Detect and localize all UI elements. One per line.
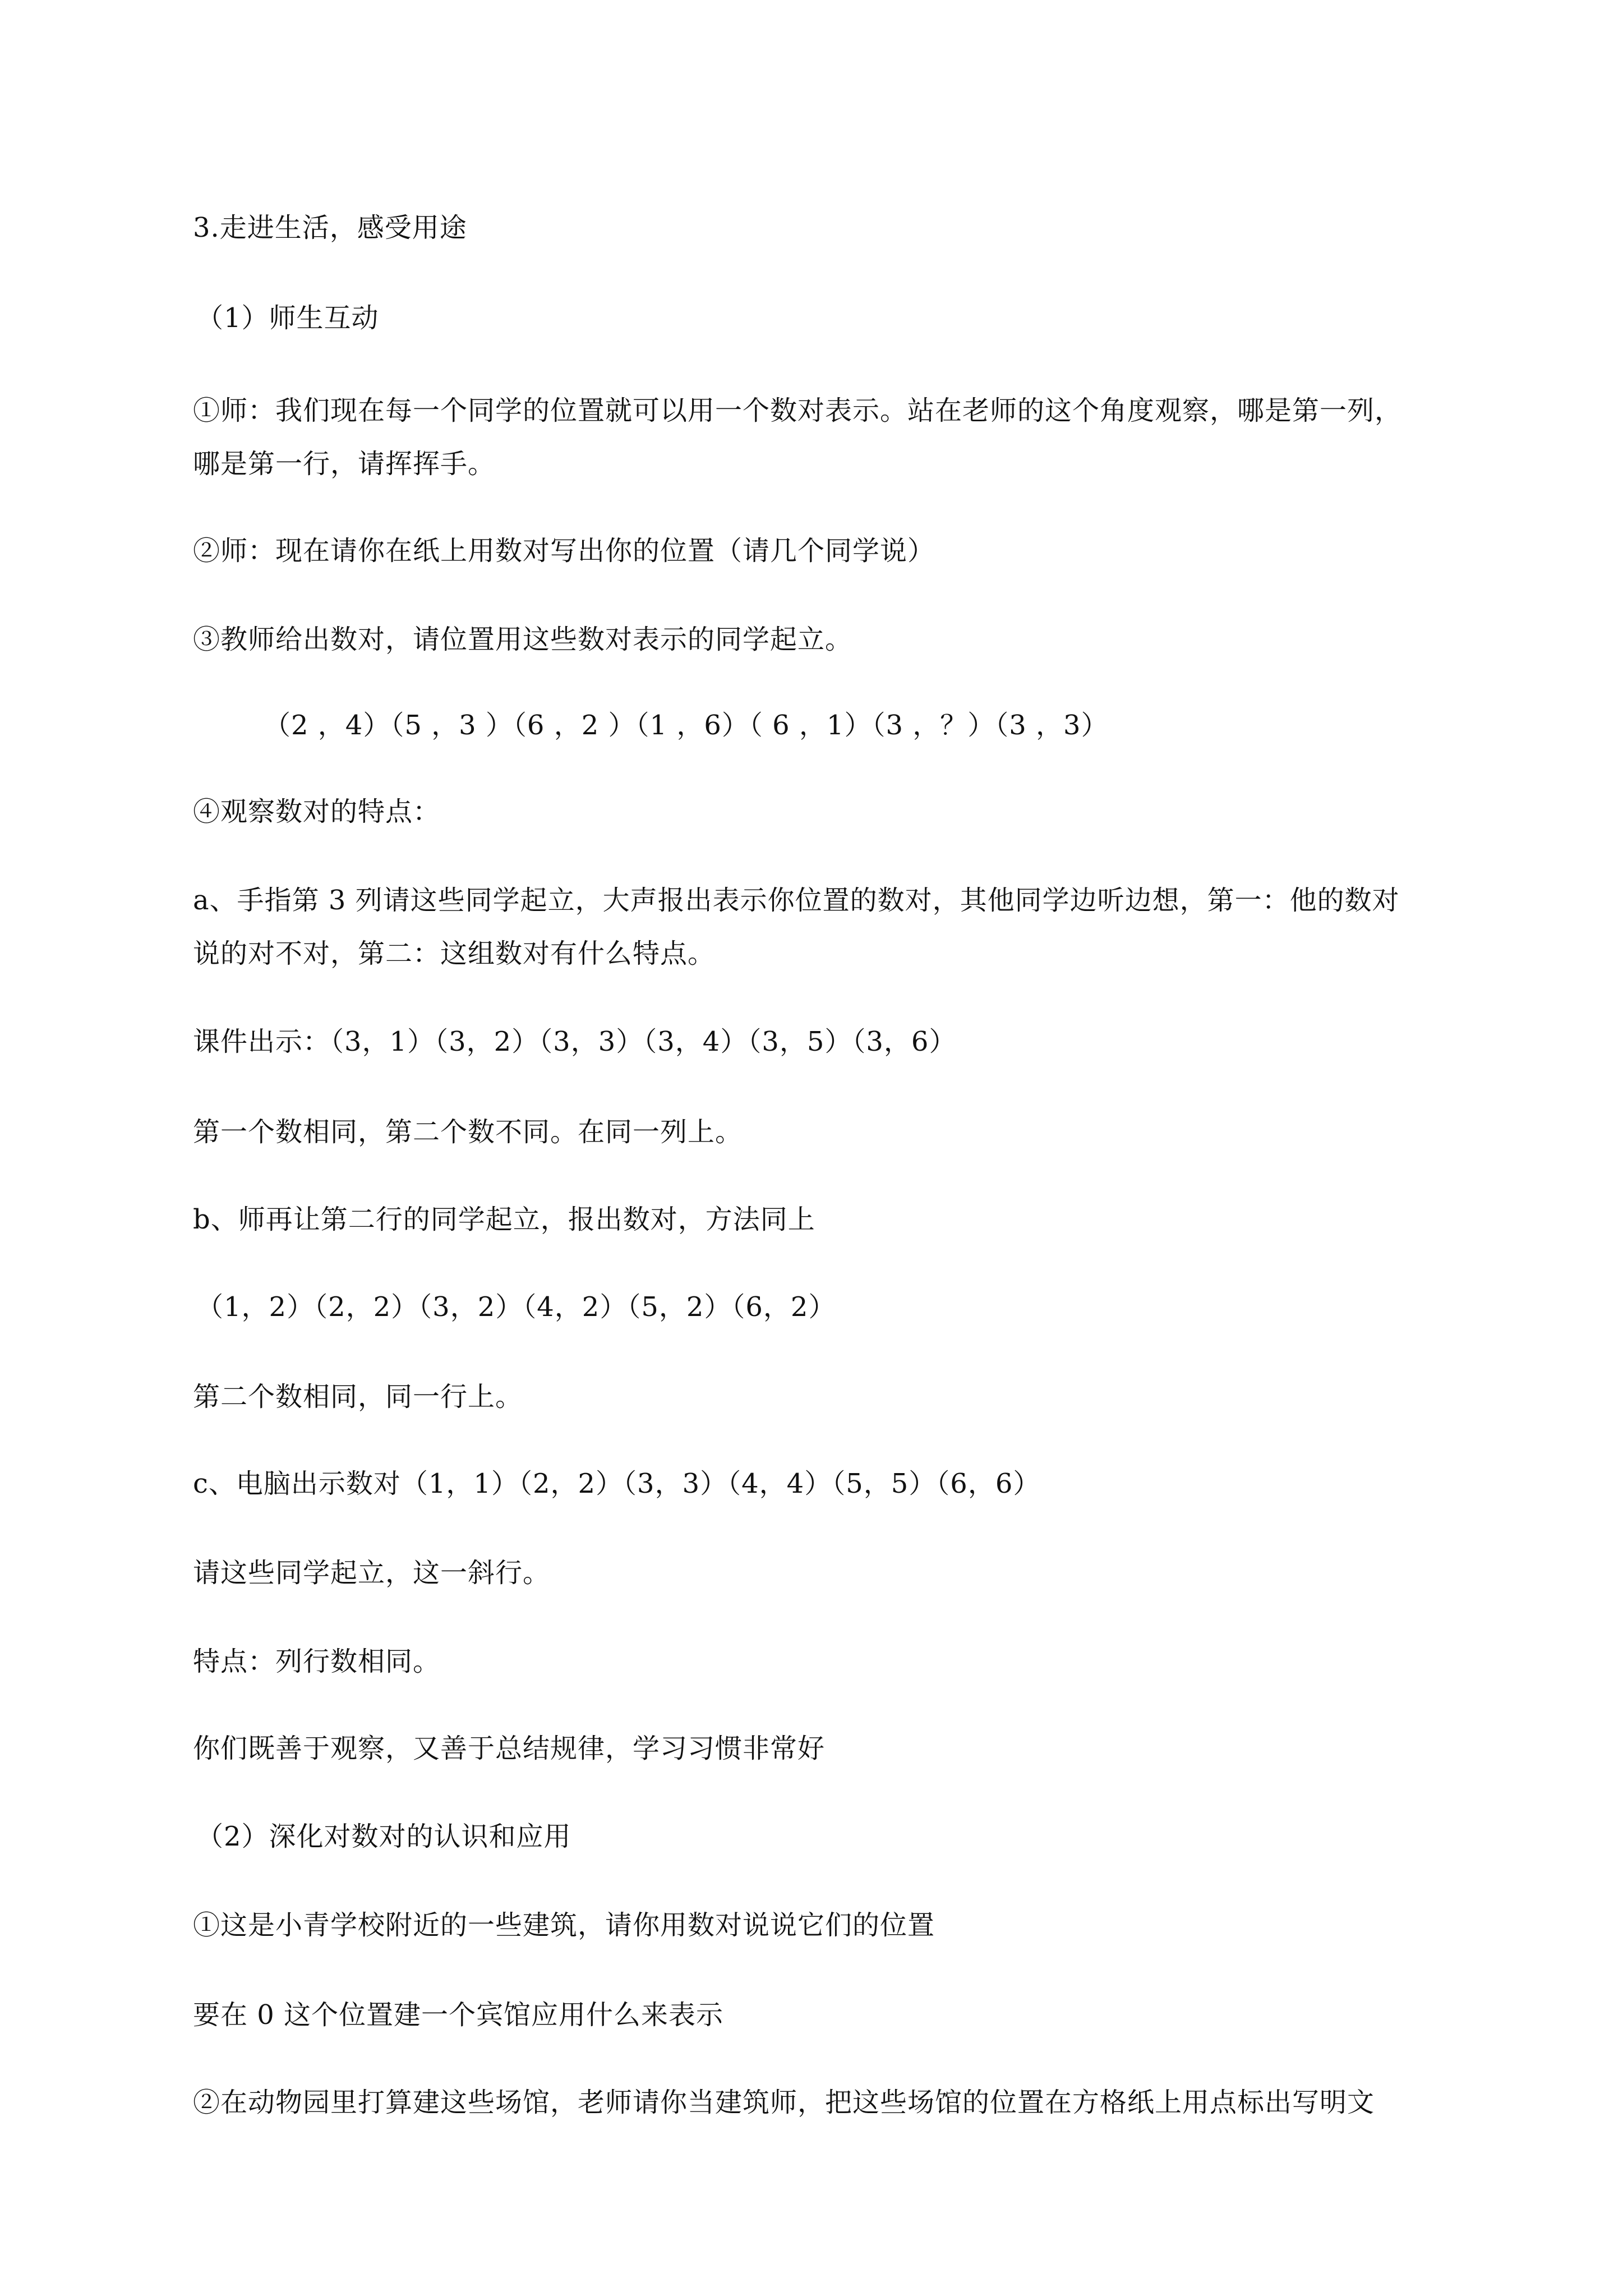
- section-heading: 3.走进生活，感受用途: [193, 212, 467, 243]
- paragraph-line: b、师再让第二行的同学起立，报出数对，方法同上: [193, 1204, 815, 1235]
- subsection-heading: （2）深化对数对的认识和应用: [196, 1821, 571, 1852]
- paragraph-line: 第一个数相同，第二个数不同。在同一列上。: [193, 1116, 743, 1148]
- paragraph-line: 请这些同学起立，这一斜行。: [193, 1557, 551, 1589]
- paragraph-line: 哪是第一行，请挥挥手。: [193, 448, 496, 480]
- paragraph-line: 课件出示：（3，1）（3，2）（3，3）（3，4）（3，5）（3，6）: [193, 1026, 957, 1057]
- paragraph-line: a、手指第 3 列请这些同学起立，大声报出表示你位置的数对，其他同学边听边想，第一：他的数对: [193, 885, 1400, 916]
- paragraph-line: 特点：列行数相同。: [193, 1646, 441, 1677]
- paragraph-line: ③教师给出数对，请位置用这些数对表示的同学起立。: [193, 624, 853, 655]
- paragraph-line: 第二个数相同，同一行上。: [193, 1381, 523, 1412]
- paragraph-line: 要在 0 这个位置建一个宾馆应用什么来表示: [193, 1999, 724, 2031]
- subsection-heading: （1）师生互动: [196, 302, 379, 334]
- paragraph-line: ①师：我们现在每一个同学的位置就可以用一个数对表示。站在老师的这个角度观察，哪是第一列，: [193, 395, 1403, 426]
- paragraph-line: ②师：现在请你在纸上用数对写出你的位置（请几个同学说）: [193, 535, 935, 567]
- number-pairs-line: （2 ，4）（5 ，3 ）（6 ，2 ）（1 ，6）（ 6 ，1）（3 ，？）（3 ，3）: [264, 710, 1109, 741]
- paragraph-line: ④观察数对的特点：: [193, 796, 441, 827]
- paragraph-line: c、电脑出示数对（1，1）（2，2）（3，3）（4，4）（5，5）（6，6）: [193, 1468, 1041, 1499]
- paragraph-line: 说的对不对，第二：这组数对有什么特点。: [193, 938, 716, 969]
- paragraph-line: 你们既善于观察，又善于总结规律，学习习惯非常好: [193, 1733, 826, 1764]
- paragraph-line: ①这是小青学校附近的一些建筑，请你用数对说说它们的位置: [193, 1910, 935, 1941]
- number-pairs-line: （1，2）（2，2）（3，2）（4，2）（5，2）（6，2）: [196, 1291, 836, 1323]
- paragraph-line: ②在动物园里打算建这些场馆，老师请你当建筑师，把这些场馆的位置在方格纸上用点标出写明文: [193, 2087, 1375, 2118]
